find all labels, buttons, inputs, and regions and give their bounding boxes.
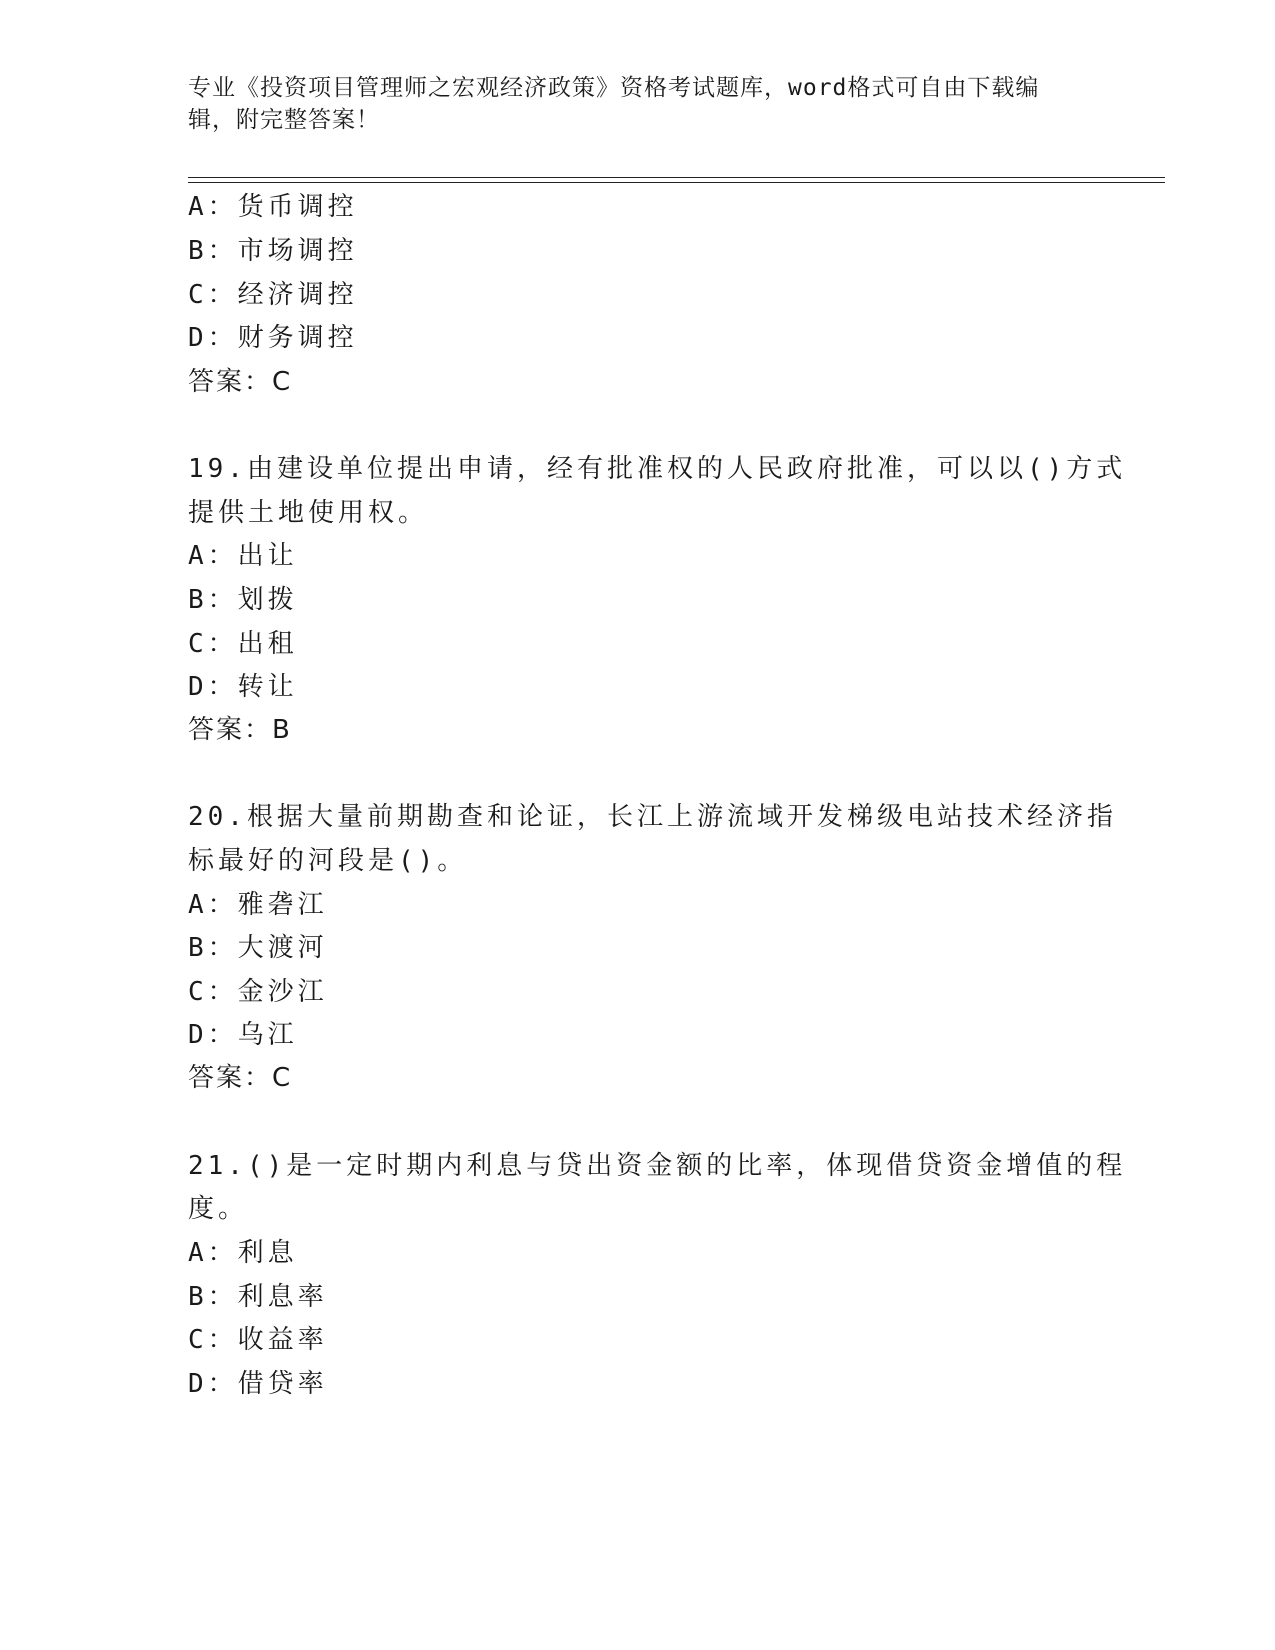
q20-option-d: D：乌江	[188, 1020, 298, 1050]
header-divider-top	[188, 177, 1165, 178]
q20-option-b: B：大渡河	[188, 933, 328, 963]
header-divider-bottom	[188, 182, 1165, 183]
q21-question-line-2: 度。	[188, 1194, 249, 1224]
q20-question-line-1: 20.根据大量前期勘查和论证，长江上游流域开发梯级电站技术经济指	[188, 802, 1117, 832]
q18-answer: 答案：C	[188, 367, 293, 397]
q20-answer: 答案：C	[188, 1063, 293, 1093]
q19-option-c: C：出租	[188, 629, 298, 659]
q19-option-b: B：划拨	[188, 585, 298, 615]
q18-option-a: A：货币调控	[188, 192, 358, 222]
header-line-1: 专业《投资项目管理师之宏观经济政策》资格考试题库，word格式可自由下载编	[188, 75, 1040, 101]
document-header	[188, 72, 1088, 136]
header-line-2: 辑，附完整答案！	[188, 107, 380, 133]
q19-option-d: D：转让	[188, 672, 298, 702]
q18-option-b: B：市场调控	[188, 236, 358, 266]
q18-option-d: D：财务调控	[188, 323, 358, 353]
q19-option-a: A：出让	[188, 541, 298, 571]
q19-question-line-2: 提供土地使用权。	[188, 498, 429, 528]
q18-option-c: C：经济调控	[188, 280, 358, 310]
q21-question-line-1: 21.()是一定时期内利息与贷出资金额的比率，体现借贷资金增值的程	[188, 1151, 1127, 1181]
q19-answer: 答案：B	[188, 715, 292, 745]
q21-option-c: C：收益率	[188, 1325, 328, 1355]
q21-option-a: A：利息	[188, 1238, 298, 1268]
q20-option-c: C：金沙江	[188, 977, 328, 1007]
q21-option-d: D：借贷率	[188, 1369, 328, 1399]
q20-option-a: A：雅砻江	[188, 890, 328, 920]
q20-question-line-2: 标最好的河段是()。	[188, 846, 468, 876]
q19-question-line-1: 19.由建设单位提出申请，经有批准权的人民政府批准，可以以()方式	[188, 454, 1127, 484]
q21-option-b: B：利息率	[188, 1282, 328, 1312]
